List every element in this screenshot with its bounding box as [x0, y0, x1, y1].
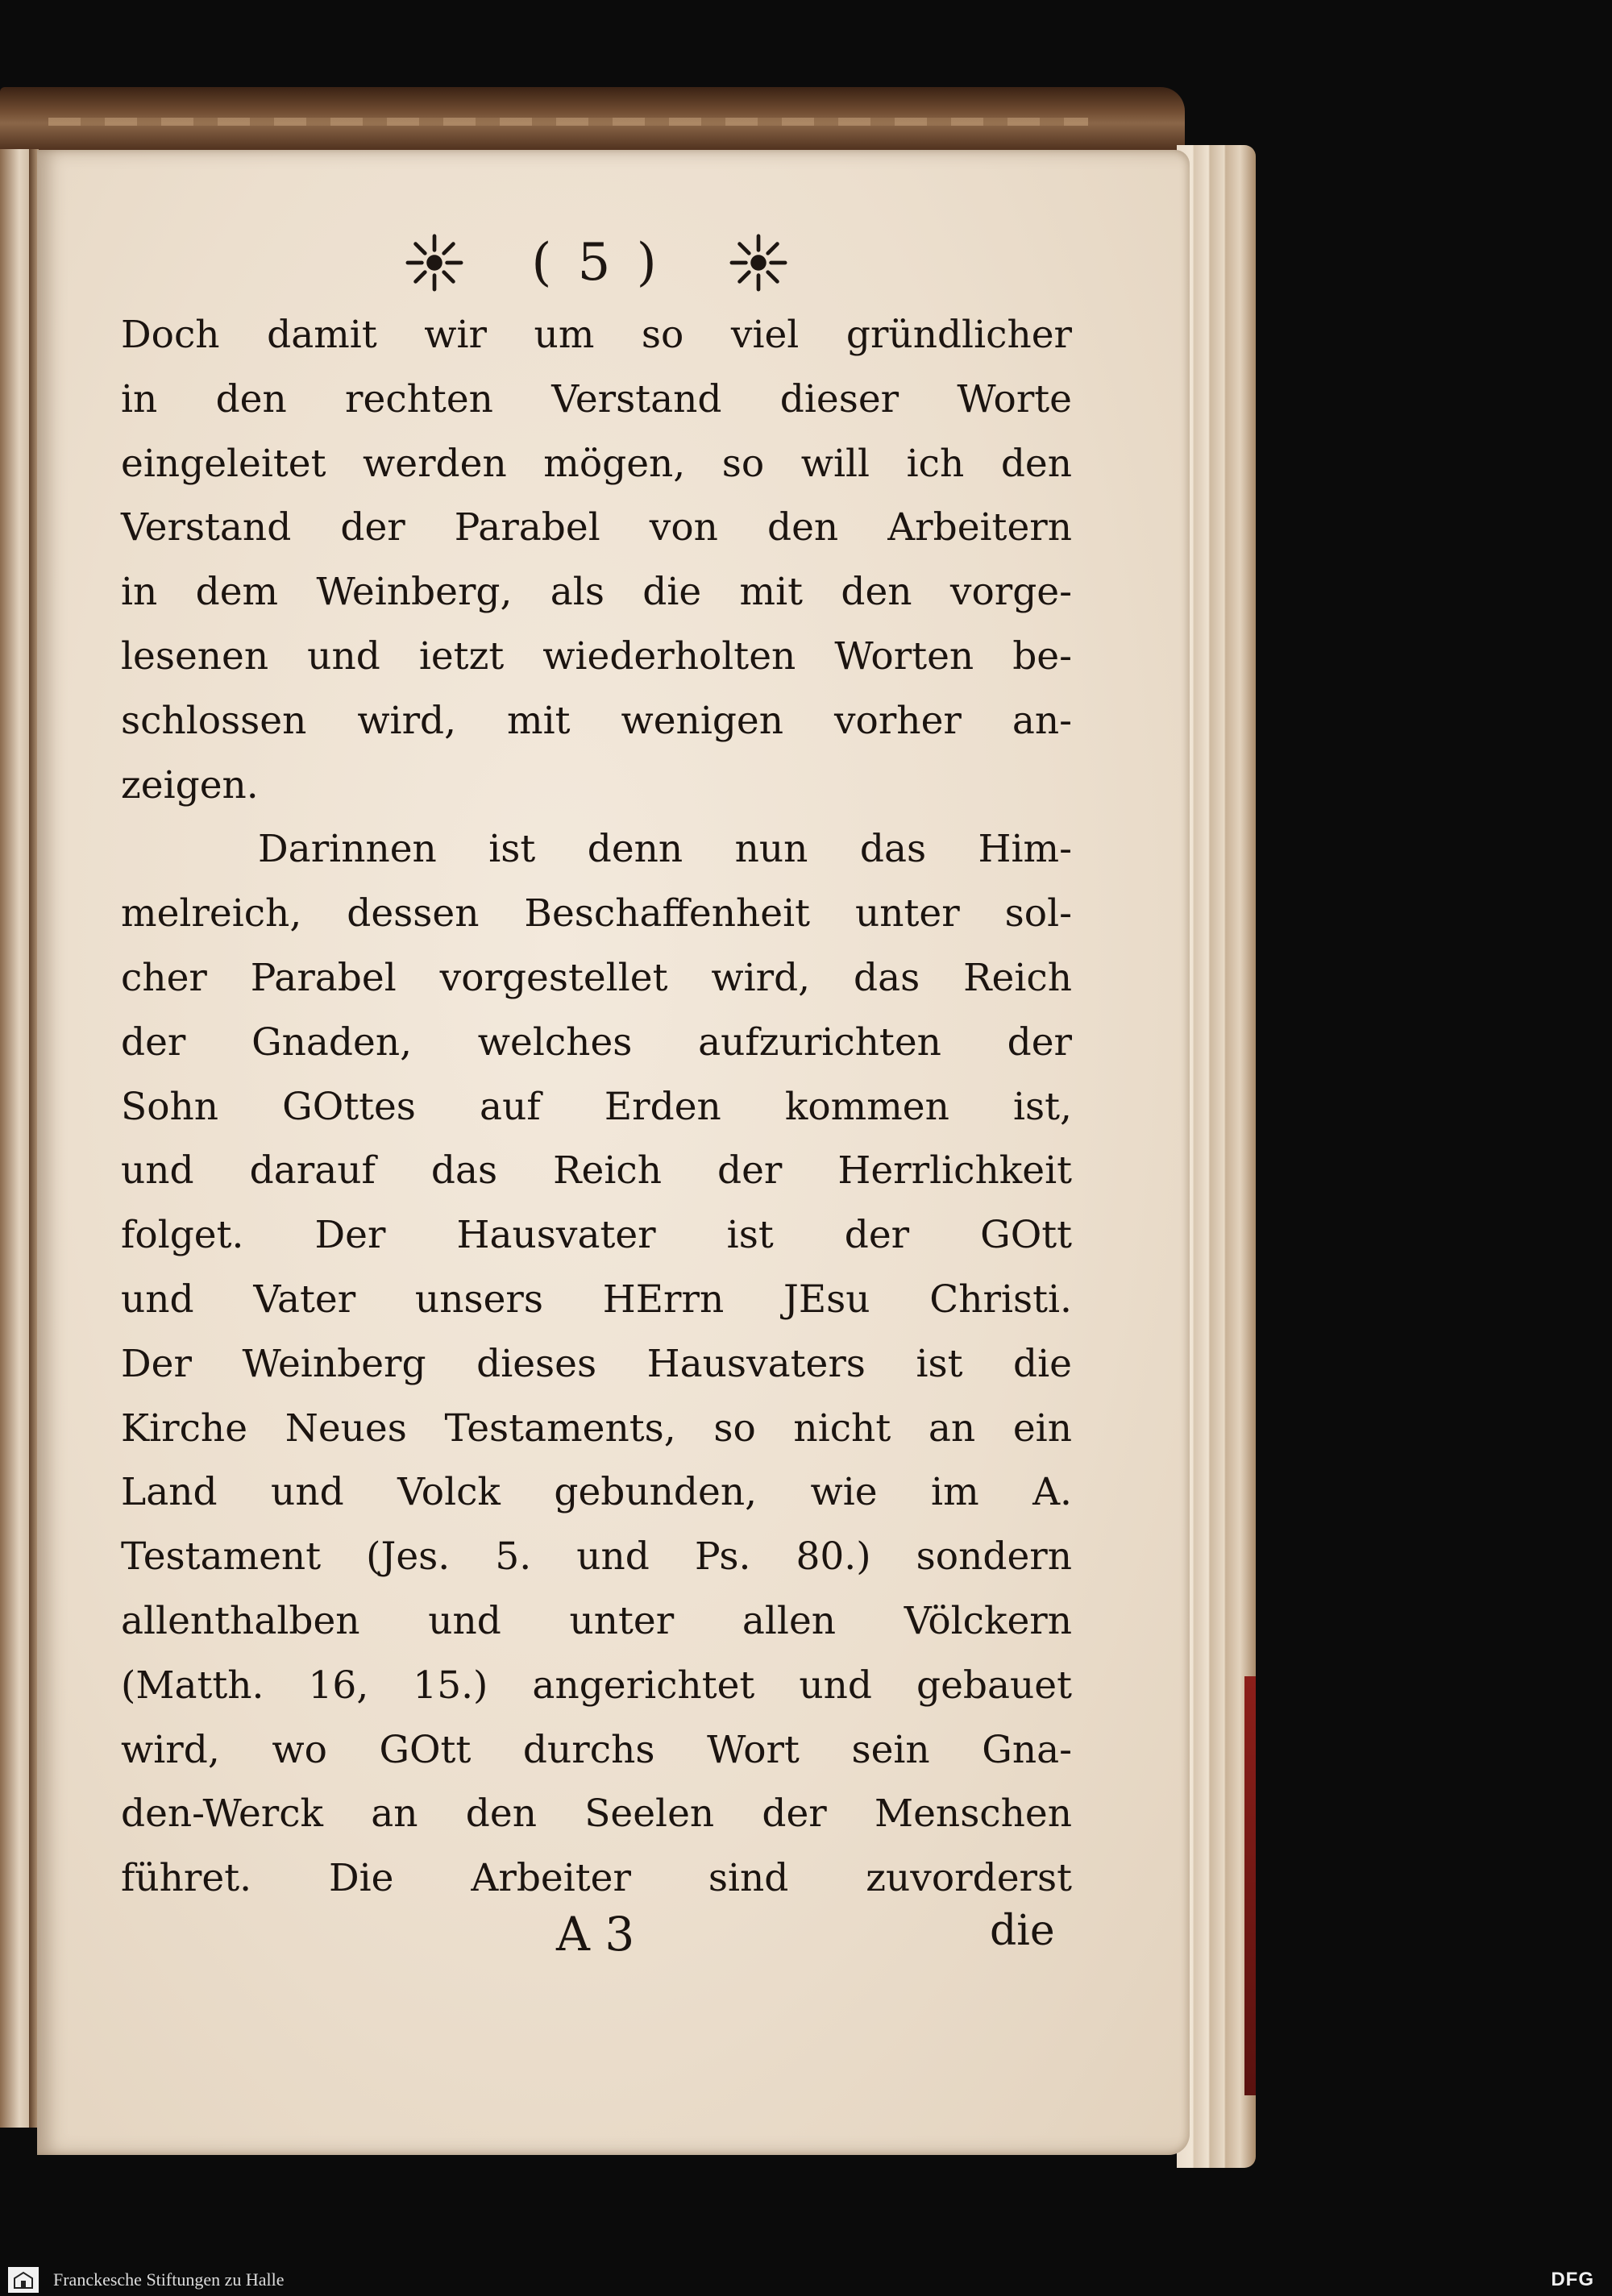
text-line: melreich, dessen Beschaffenheit unter sol- [121, 891, 1072, 936]
text-line: zeigen. [121, 762, 259, 808]
text-line: schlossen wird, mit wenigen vorher an- [121, 698, 1072, 743]
body-text [121, 303, 1072, 1911]
book-top-edge [0, 87, 1185, 153]
left-page-edge [0, 149, 32, 2128]
text-line: und Vater unsers HErrn JEsu Christi. [121, 1277, 1072, 1322]
text-line: Darinnen ist denn nun das Him- [258, 827, 1072, 872]
text-line: den-Werck an den Seelen der Menschen [121, 1792, 1072, 1837]
text-line: Der Weinberg dieses Hausvaters ist die [121, 1341, 1072, 1386]
credit-bar [0, 2263, 1612, 2296]
text-line: Doch damit wir um so viel gründlicher [121, 313, 1072, 357]
signature-mark: A 3 [556, 1907, 635, 1962]
institution-logo-icon [8, 2267, 39, 2293]
text-line: cher Parabel vorgestellet wird, das Reich [121, 955, 1072, 1000]
text-line: Sohn GOttes auf Erden kommen ist, [121, 1084, 1072, 1129]
text-line: (Matth. 16, 15.) angerichtet und gebauet [121, 1663, 1072, 1708]
text-line: in den rechten Verstand dieser Worte [121, 376, 1072, 421]
text-line: Testament (Jes. 5. und Ps. 80.) sondern [121, 1534, 1072, 1580]
flower-ornament-icon [403, 231, 466, 294]
text-line: und darauf das Reich der Herrlichkeit [121, 1148, 1072, 1194]
funder-logo: DFG [1551, 2268, 1594, 2290]
text-line: Land und Volck gebunden, wie im A. [121, 1470, 1072, 1515]
text-line: allenthalben und unter allen Völckern [121, 1598, 1072, 1643]
text-line: eingeleitet werden mögen, so will ich den [121, 441, 1072, 486]
text-line: führet. Die Arbeiter sind zuvorderst [121, 1856, 1072, 1901]
page-header [403, 224, 790, 301]
page-number: ( 5 ) [531, 233, 662, 293]
catchword: die [990, 1907, 1055, 1955]
text-line: wird, wo GOtt durchs Wort sein Gna- [121, 1727, 1072, 1772]
text-line: der Gnaden, welches aufzurichten der [121, 1019, 1072, 1065]
flower-ornament-icon [727, 231, 790, 294]
text-line: in dem Weinberg, als die mit den vorge- [121, 570, 1072, 615]
text-line: Kirche Neues Testaments, so nicht an ein [121, 1405, 1072, 1451]
text-line: lesenen und ietzt wiederholten Worten be- [121, 633, 1072, 679]
institution-credit: Franckesche Stiftungen zu Halle [53, 2269, 285, 2290]
text-line: folget. Der Hausvater ist der GOtt [121, 1213, 1072, 1258]
text-line: Verstand der Parabel von den Arbeitern [121, 505, 1072, 550]
